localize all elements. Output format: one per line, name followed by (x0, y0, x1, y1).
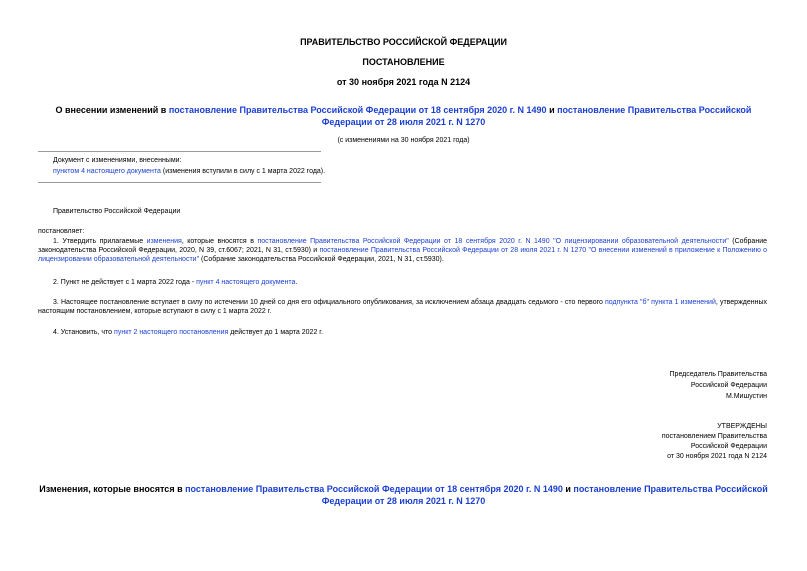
p4-text-start: 4. Установить, что (53, 329, 115, 336)
approved-line3: Российской Федерации (690, 443, 767, 450)
signature-name: М.Мишустин (725, 393, 767, 400)
p1-link-changes[interactable]: изменения (146, 238, 182, 245)
signature-line2: Российской Федерации (690, 382, 767, 389)
title-prefix: О внесении изменений в (55, 105, 169, 115)
edition-note: (с изменениями на 30 ноября 2021 года) (337, 137, 470, 144)
changes-box-line2 (53, 167, 325, 176)
annex-title-and: и (562, 484, 574, 494)
paragraph-1 (38, 237, 767, 264)
paragraph-4 (53, 328, 323, 337)
document-type-heading: ПОСТАНОВЛЕНИЕ (362, 57, 445, 67)
changes-box-suffix: (изменения вступили в силу с 1 марта 2022 года). (160, 168, 326, 175)
changes-box-top-rule (38, 151, 321, 152)
p1-link-1490[interactable]: постановление Правительства Российской Федерации от 18 сентября 2020 г. N 1490 "О лицензировании образовательной деятельности" (257, 238, 729, 245)
annex-title-prefix: Изменения, которые вносятся в (39, 484, 186, 494)
document-title (0, 104, 807, 128)
annex-title (0, 483, 807, 507)
p1-link-1270[interactable]: постановление Правительства Российской Федерации от 28 июля 2021 г. N 1270 "О внесении изменений в приложение к Положению о лицензировании образовательной деятельности" (38, 247, 767, 263)
p4-text-end: действует до 1 марта 2022 г. (228, 329, 323, 336)
approved-line1: УТВЕРЖДЕНЫ (717, 423, 767, 430)
paragraph-3 (38, 298, 767, 316)
changes-box-bottom-rule (38, 182, 321, 183)
resolves-label: постановляет: (38, 228, 85, 235)
p2-text-start: 2. Пункт не действует с 1 марта 2022 года - (53, 279, 197, 286)
annex-title-link-1270-part2[interactable]: Федерации от 28 июля 2021 г. N 1270 (321, 496, 486, 506)
title-and: и (546, 105, 558, 115)
p1-text-end: (Собрание законодательства Российской Федерации, 2021, N 31, ст.5930). (199, 256, 444, 263)
annex-title-link-1270-part1[interactable]: постановление Правительства Российской (573, 484, 768, 494)
p3-text-end: , утвержденных настоящим постановлением, которые вступают в силу с 1 марта 2022 г. (38, 299, 767, 315)
paragraph-2 (53, 278, 297, 287)
p3-text-start: 3. Настоящее постановление вступает в силу по истечении 10 дней со дня его официального опубликования, за исключением абзаца двадцать седьмого - сто первого (53, 299, 605, 306)
approved-line2: постановлением Правительства (661, 433, 767, 440)
p2-text-end: . (295, 279, 298, 286)
government-name: Правительство Российской Федерации (53, 208, 181, 215)
approved-line4: от 30 ноября 2021 года N 2124 (667, 453, 767, 460)
title-link-1270-part1[interactable]: постановление Правительства Российской (557, 105, 752, 115)
document-date-number: от 30 ноября 2021 года N 2124 (336, 77, 471, 87)
p1-text-start: 1. Утвердить прилагаемые (53, 238, 147, 245)
title-link-1490[interactable]: постановление Правительства Российской Федерации от 18 сентября 2020 г. N 1490 (168, 105, 547, 115)
p3-link[interactable]: подпункта "б" пункта 1 изменений (605, 299, 716, 306)
title-link-1270-part2[interactable]: Федерации от 28 июля 2021 г. N 1270 (321, 117, 486, 127)
changes-box-line1: Документ с изменениями, внесенными: (53, 157, 182, 164)
p1-text-mid2: (Собрание законодательства Российской Федерации, 2020, N 39, ст.6067; 2021, N 31, ст.5930) и (38, 238, 767, 254)
annex-title-link-1490[interactable]: постановление Правительства Российской Федерации от 18 сентября 2020 г. N 1490 (185, 484, 563, 494)
p1-text-mid1: , которые вносятся в (181, 238, 258, 245)
changes-box-link[interactable]: пунктом 4 настоящего документа (53, 168, 161, 175)
government-heading: ПРАВИТЕЛЬСТВО РОССИЙСКОЙ ФЕДЕРАЦИИ (300, 37, 507, 47)
p2-link[interactable]: пункт 4 настоящего документа (196, 279, 296, 286)
p4-link[interactable]: пункт 2 настоящего постановления (114, 329, 229, 336)
signature-line1: Председатель Правительства (669, 371, 767, 378)
